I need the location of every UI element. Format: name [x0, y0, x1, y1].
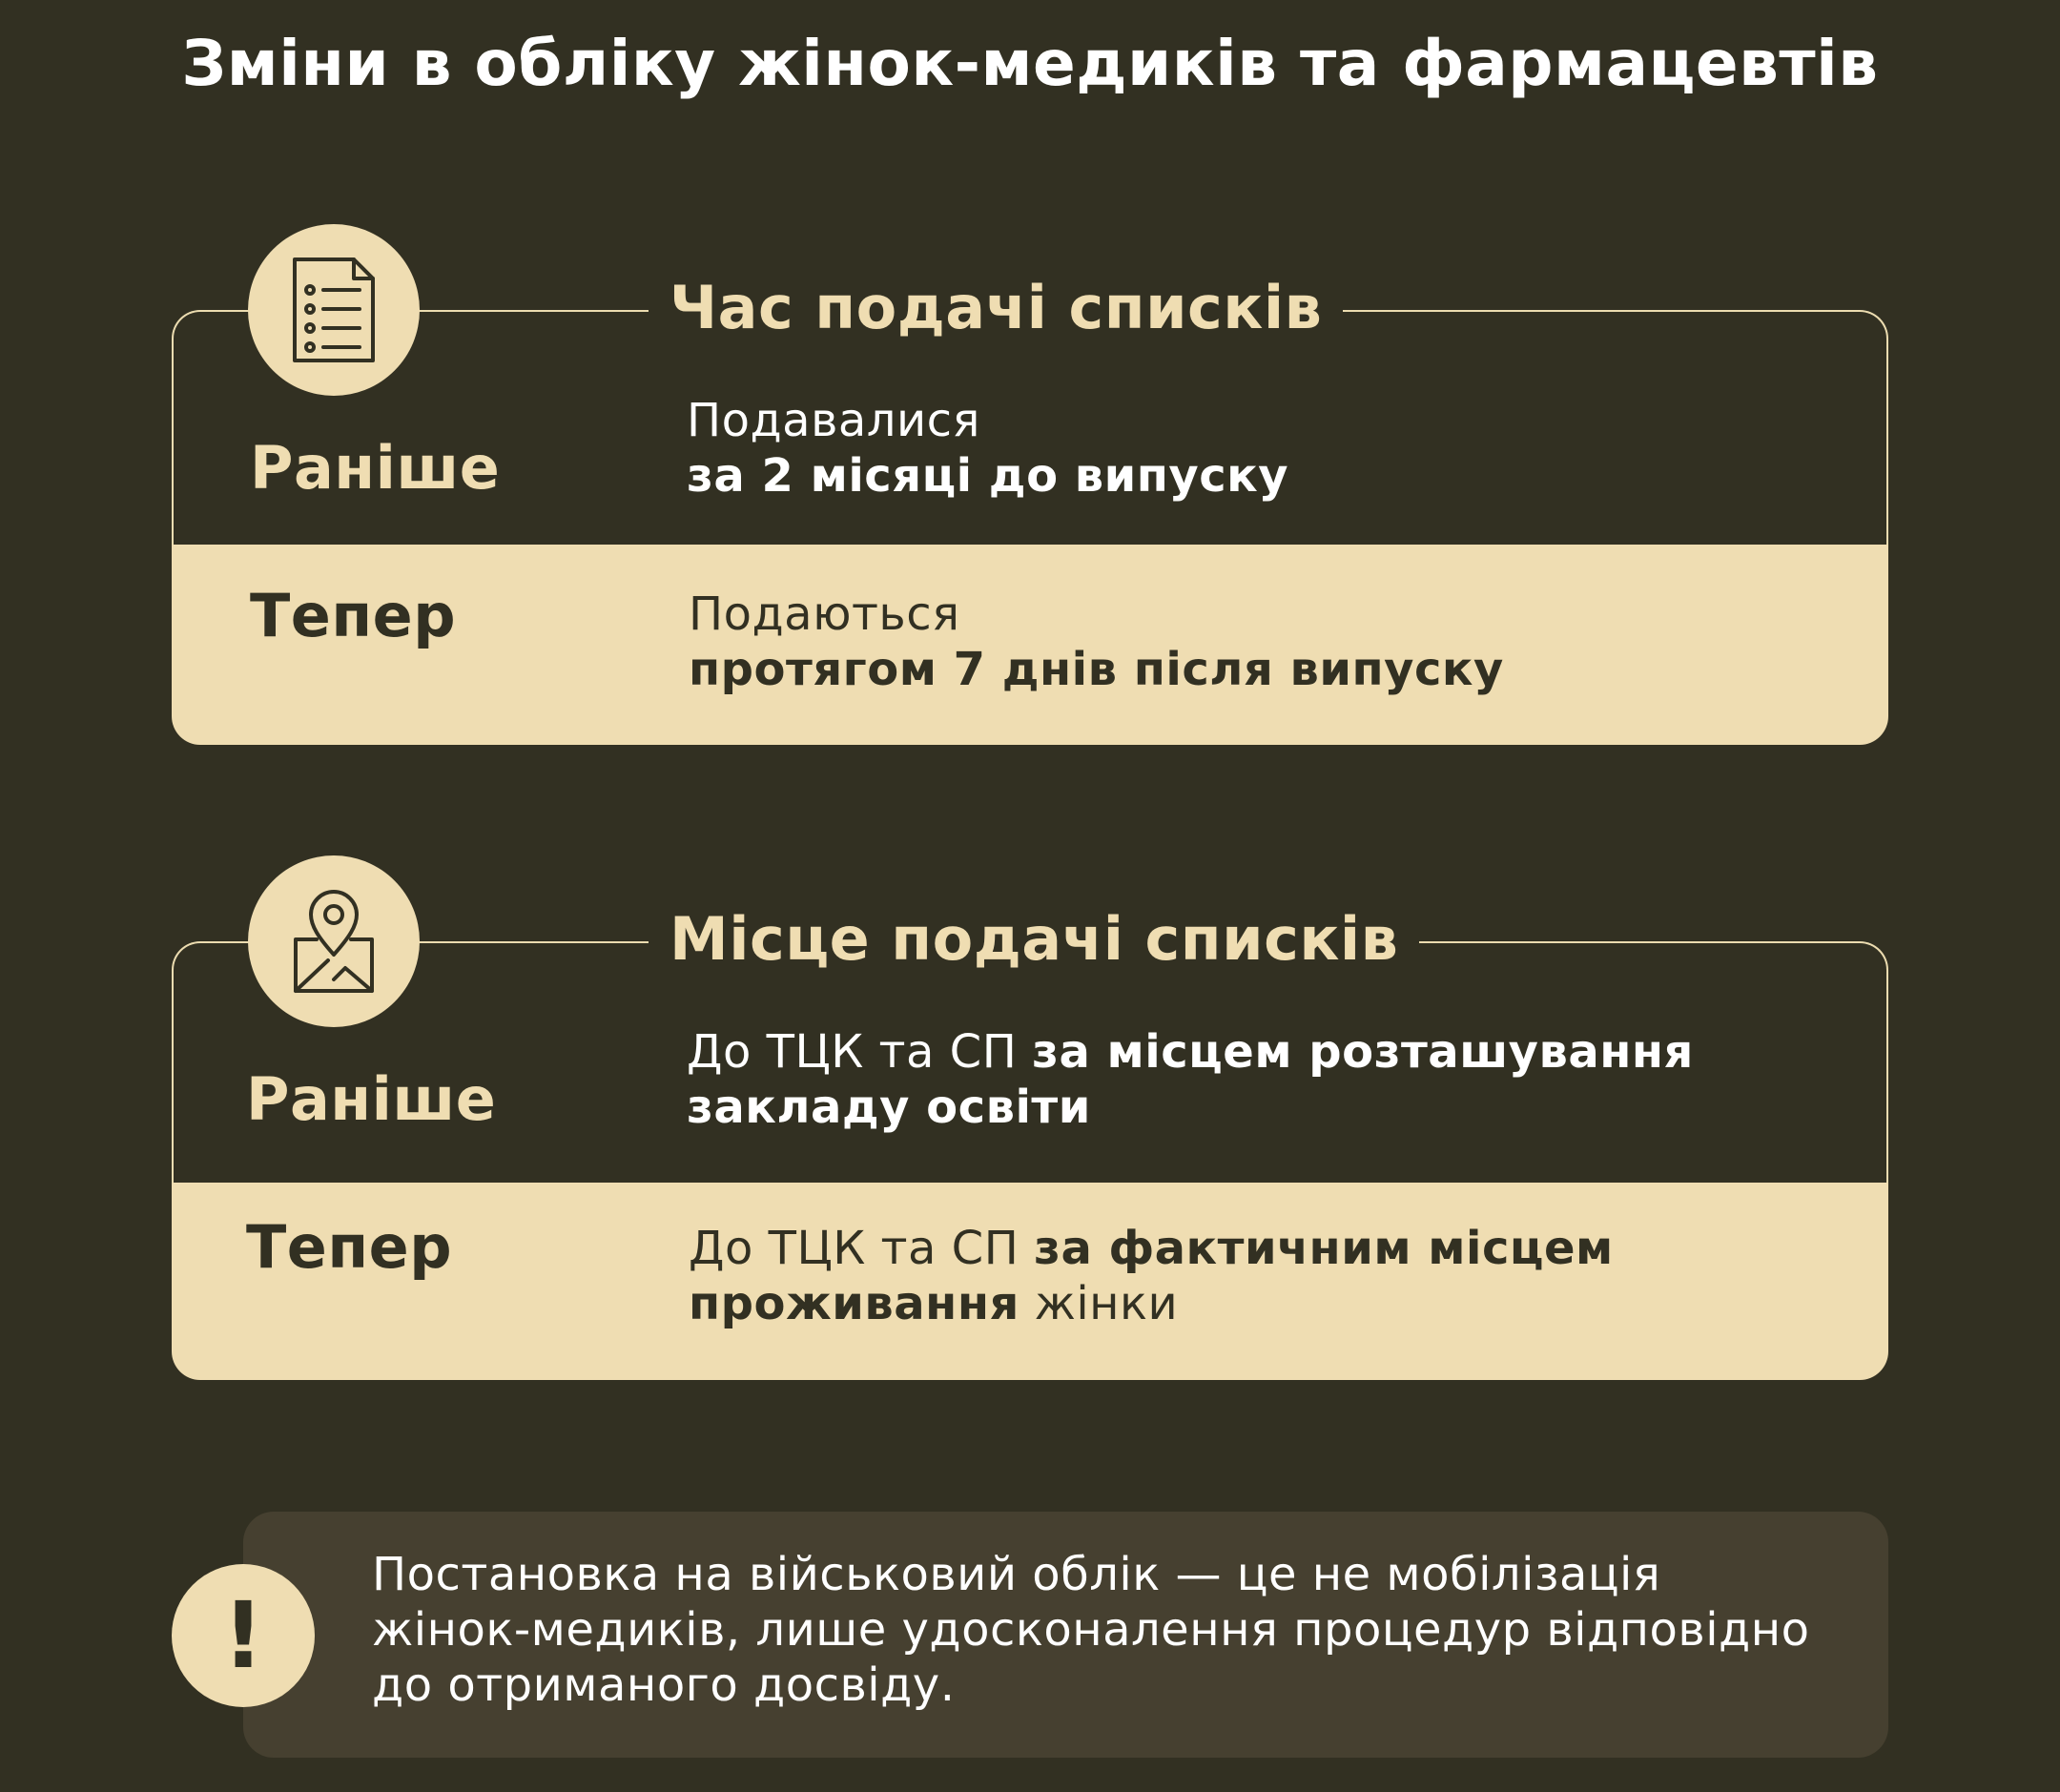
before-text: Подавалися за 2 місяці до випуску [687, 394, 1289, 503]
map-pin-icon [248, 855, 420, 1027]
page-title: Зміни в обліку жінок-медиків та фармацевтів [181, 27, 1879, 100]
document-list-icon [248, 224, 420, 396]
before-label: Раніше [250, 433, 501, 503]
section-title: Час подачі списків [649, 272, 1343, 344]
note-text: Постановка на військовий облік — це не мобілізація жінок-медиків, лише удосконалення процедур відповідно до отриманого досвіду. [372, 1548, 1810, 1712]
before-label: Раніше [246, 1064, 497, 1134]
before-text: До ТЦК та СП за місцем розташування закладу освіти [687, 1025, 1694, 1134]
exclamation-icon: ! [172, 1564, 315, 1707]
now-text: Подаються протягом 7 днів після випуску [689, 587, 1504, 696]
section-submission-place [172, 904, 1888, 1380]
now-label: Тепер [250, 581, 457, 650]
now-text: До ТЦК та СП за фактичним місцем проживання жінки [689, 1222, 1614, 1330]
section-submission-time [172, 273, 1888, 745]
section-title: Місце подачі списків [649, 903, 1419, 976]
now-label: Тепер [246, 1212, 453, 1282]
